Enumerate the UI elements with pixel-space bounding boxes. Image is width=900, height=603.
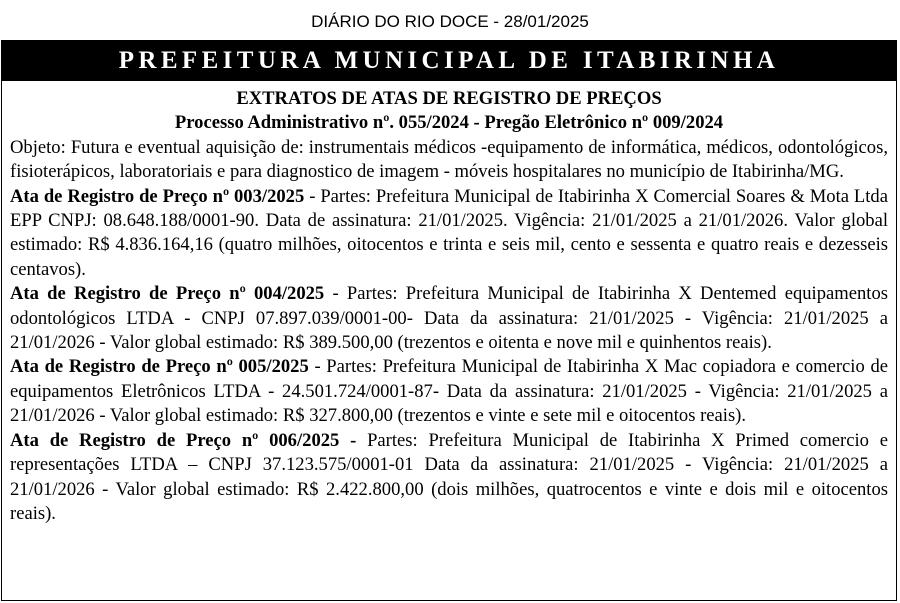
newspaper-header: DIÁRIO DO RIO DOCE - 28/01/2025 xyxy=(311,12,589,31)
ata-paragraph-005 xyxy=(10,355,888,428)
ata-paragraph-006 xyxy=(10,429,888,527)
ata-text: Partes: Prefeitura Municipal de Itabirinha X Primed comercio e representações LTDA – CNPJ 37.123.575/0001-01 Data da assinatura: 21/01/2025 - Vigência: 21/01/2025 a 21/01/2026 - Valor global estimado: R$ 2.422.800,00 (dois milhões, quatrocentos e vinte e dois mil e oitocentos reais). xyxy=(10,429,888,524)
ata-label: Ata de Registro de Preço nº 003/2025 xyxy=(10,185,305,207)
ata-text: - Partes: Prefeitura Municipal de Itabirinha X Mac copiadora e comercio de equipamentos Eletrônicos LTDA - 24.501.724/0001-87- Data da assinatura: 21/01/2025 - Vigência: 21/01/2025 a 21/01/2026 - Valor global estimado: R$ 327.800,00 (trezentos e vinte e sete mil e oitocentos reais). xyxy=(10,356,888,427)
banner-title: PREFEITURA MUNICIPAL DE ITABIRINHA xyxy=(2,41,896,81)
ata-label: Ata de Registro de Preço nº 005/2025 xyxy=(10,356,309,378)
notice-title: EXTRATOS DE ATAS DE REGISTRO DE PREÇOS xyxy=(236,88,662,109)
ata-paragraph-004 xyxy=(10,282,888,355)
ata-label: Ata de Registro de Preço nº 006/2025 - xyxy=(10,429,357,451)
ata-text: - Partes: Prefeitura Municipal de Itabirinha X Dentemed equipamentos odontológicos LTDA - CNPJ 07.897.039/0001-00- Data da assinatura: 21/01/2025 - Vigência: 21/01/2025 a 21/01/2026 - Valor global estimado: R$ 389.500,00 (trezentos e oitenta e nove mil e quinhentos reais). xyxy=(10,283,888,354)
notice-content xyxy=(2,81,896,526)
notice-subtitle: Processo Administrativo nº. 055/2024 - Pregão Eletrônico nº 009/2024 xyxy=(174,112,724,134)
ata-paragraph-003 xyxy=(10,185,888,283)
ata-text: - Partes: Prefeitura Municipal de Itabirinha X Comercial Soares & Mota Ltda EPP CNPJ: 08.648.188/0001-90. Data de assinatura: 21/01/2025. Vigência: 21/01/2025 a 21/01/2026. Valor global estimado: R$ 4.836.164,16 (quatro milhões, oitocentos e trinta e seis mil, cento e sessenta e quatro reais e dezesseis centavos). xyxy=(10,185,888,280)
ata-label: Ata de Registro de Preço nº 004/2025 xyxy=(10,283,325,305)
notice-box xyxy=(1,40,897,601)
objeto-paragraph: Objeto: Futura e eventual aquisição de: instrumentais médicos -equipamento de informática, médicos, odontológicos, fisioterápicos, laboratoriais e para diagnostico de imagem - móveis hospitalares no município de Itabirinha/MG. xyxy=(10,136,888,183)
